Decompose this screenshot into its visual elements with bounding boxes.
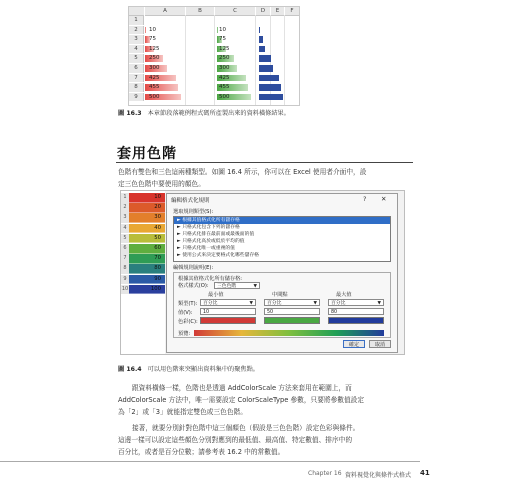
edit-rule-panel <box>173 272 391 338</box>
color-scale-cell: 100 <box>129 285 165 295</box>
row-number: 4 <box>121 224 129 234</box>
color-scale-cell: 10 <box>129 193 165 203</box>
cell-c <box>215 26 251 35</box>
row-number: 7 <box>129 74 144 83</box>
section-title: 套用色階 <box>117 146 177 162</box>
table-row <box>129 74 299 83</box>
data-bar-blue <box>259 94 283 101</box>
format-style-label: 格式樣式(O): <box>178 283 209 289</box>
row-number: 5 <box>121 234 129 244</box>
paragraph-line: AddColorScale 方法中，唯一需要設定 ColorScaleType 參數，只要將參數值設定 <box>118 396 365 404</box>
rule-type-label: 選取規則類型(S): <box>173 209 214 215</box>
color-scale-column <box>121 191 165 354</box>
cell-d <box>257 54 293 63</box>
column-header-e: E <box>271 7 284 16</box>
type-label: 類型(T): <box>178 301 198 307</box>
edit-rule-label: 編輯規則說明(E): <box>173 265 214 271</box>
color-label: 色彩(C): <box>178 319 198 325</box>
cell-value: 425 <box>149 74 160 81</box>
row-number: 3 <box>121 213 129 223</box>
cell-a <box>145 93 185 102</box>
cell-value: 10 <box>149 26 156 33</box>
caption-label: 圖 16.3 <box>118 110 142 117</box>
figure-16-3-spreadsheet <box>128 6 300 106</box>
rule-type-list[interactable] <box>173 216 391 262</box>
cell-a <box>145 26 185 35</box>
row-number: 6 <box>121 244 129 254</box>
figure-16-4-screenshot <box>120 190 405 355</box>
close-icon[interactable]: ✕ <box>381 195 387 203</box>
table-row <box>129 45 299 54</box>
row-number: 7 <box>121 254 129 264</box>
data-bar-blue <box>259 75 279 82</box>
cell-value: 75 <box>149 36 156 43</box>
rule-type-item[interactable]: ► 根據其值格式化所有儲存格 <box>174 217 390 224</box>
ok-button[interactable]: 確定 <box>343 340 365 348</box>
color-scale-cell: 70 <box>129 254 165 264</box>
data-bar-green <box>217 27 218 34</box>
cell-c <box>215 93 251 102</box>
rule-type-item[interactable]: ► 只格式化高於或低於平均的值 <box>177 239 245 244</box>
cell-a <box>145 54 185 63</box>
data-bar-blue <box>259 65 273 72</box>
caption-label: 圖 16.4 <box>118 366 142 373</box>
cell-value: 300 <box>219 65 230 71</box>
page-number: 41 <box>420 469 430 477</box>
rule-type-item[interactable]: ► 只格式化排在最前面或最後面的值 <box>177 232 255 237</box>
format-style-value: 三色色階 <box>217 284 237 289</box>
cell-a <box>145 83 185 92</box>
row-number: 5 <box>129 54 144 63</box>
column-header-d: D <box>256 7 270 16</box>
color-scale-cell: 80 <box>129 264 165 274</box>
row-number: 10 <box>121 285 129 295</box>
table-row <box>129 93 299 102</box>
row-number: 8 <box>121 264 129 274</box>
cell-value: 425 <box>219 74 230 81</box>
chevron-down-icon: ▼ <box>313 301 317 306</box>
min-column-header: 最小值 <box>208 292 224 298</box>
paragraph-line: 這邊一樣可以設定這些顏色分別對應到的最低值、最高值、特定數值、排序中的 <box>118 436 353 444</box>
color-scale-cell: 90 <box>129 275 165 285</box>
footer-title: 資料視覺化與條件式格式 <box>345 472 412 479</box>
column-header-a: A <box>145 7 185 16</box>
cell-a <box>145 35 185 44</box>
cell-value: 500 <box>219 93 230 100</box>
cell-d <box>257 45 293 54</box>
column-header-b: B <box>186 7 214 16</box>
table-row <box>129 64 299 73</box>
cell-d <box>257 74 293 83</box>
min-type-value: 百分比 <box>203 301 218 306</box>
row-number: 9 <box>121 275 129 285</box>
footer-chapter: Chapter 16 <box>308 470 342 477</box>
dialog-title: 編輯格式化規則 <box>171 198 210 204</box>
paragraph-colors <box>118 422 359 458</box>
data-bar-blue <box>259 55 271 62</box>
cell-value: 125 <box>149 45 160 52</box>
cell-a <box>145 74 185 83</box>
value-label: 值(V): <box>178 310 193 316</box>
row-number: 8 <box>129 83 144 92</box>
row-number: 2 <box>129 26 144 35</box>
cell-value: 455 <box>149 84 160 91</box>
cell-c <box>215 35 251 44</box>
footer-rule <box>0 461 420 462</box>
edit-formatting-rule-dialog <box>166 193 398 353</box>
row-number: 3 <box>129 35 144 44</box>
mid-type-value: 百分比 <box>267 301 282 306</box>
color-scale-cell: 40 <box>129 224 165 234</box>
color-scale-cell: 30 <box>129 213 165 223</box>
section-divider <box>116 162 413 163</box>
cell-value: 250 <box>149 55 160 62</box>
format-style-select[interactable] <box>214 282 260 289</box>
data-bar-blue <box>259 84 281 91</box>
cell-c <box>215 45 251 54</box>
table-row <box>129 54 299 63</box>
table-row <box>129 35 299 44</box>
cell-value: 250 <box>219 55 230 62</box>
mid-column-header: 中間點 <box>272 292 288 298</box>
cell-c <box>215 54 251 63</box>
cell-value: 75 <box>219 36 226 43</box>
cell-d <box>257 35 293 44</box>
cell-c <box>215 74 251 83</box>
mid-type-select[interactable] <box>264 299 320 306</box>
cell-c <box>215 83 251 92</box>
paragraph-line: 跟資料橫條一樣，色階也是透過 AddColorScale 方法來套用在範圍上，而 <box>132 384 352 392</box>
chevron-down-icon: ▼ <box>253 284 257 289</box>
edit-rule-subtitle: 根據其值格式化所有儲存格: <box>178 276 242 282</box>
table-row <box>129 16 299 25</box>
preview-label: 預覽: <box>178 331 191 337</box>
max-type-select[interactable] <box>328 299 384 306</box>
data-bar-red <box>145 27 146 34</box>
paragraph-line: 接著，就要分別針對色階中這三個顏色（假設是三色色階）設定色彩與條件。 <box>132 424 360 432</box>
row-number: 9 <box>129 93 144 102</box>
cell-d <box>257 93 293 102</box>
table-row <box>129 83 299 92</box>
color-scale-cell: 60 <box>129 244 165 254</box>
cell-c <box>215 64 251 73</box>
cell-a <box>145 64 185 73</box>
min-type-select[interactable] <box>200 299 256 306</box>
cell-d <box>257 64 293 73</box>
paragraph-intro <box>118 166 366 190</box>
paragraph-line: 定三色色階中要使用的顏色。 <box>118 180 205 188</box>
cell-value: 125 <box>219 45 230 52</box>
paragraph-line: 百分比，或者是百分位數；請參考表 16.2 中的常數值。 <box>118 448 285 456</box>
color-scale-cell: 20 <box>129 203 165 213</box>
max-column-header: 最大值 <box>336 292 352 298</box>
caption-text: 本章節段落範例程式碼所產製出來的資料橫條結果。 <box>147 110 290 117</box>
cell-value: 10 <box>219 26 226 33</box>
cell-d <box>257 83 293 92</box>
rule-type-item[interactable]: ► 使用公式來決定要格式化哪些儲存格 <box>177 253 259 258</box>
max-value-input[interactable]: 80 <box>328 308 384 315</box>
rule-type-item[interactable]: ► 只格式化唯一或重複的值 <box>177 246 235 251</box>
min-color-picker[interactable] <box>200 317 256 324</box>
caption-text: 可以用色階來突顯出資料集中的聚焦點。 <box>147 366 259 373</box>
row-number: 4 <box>129 45 144 54</box>
max-color-picker[interactable] <box>328 317 384 324</box>
chevron-down-icon: ▼ <box>249 301 253 306</box>
paragraph-addcolorscale <box>118 382 364 418</box>
cell-a <box>145 45 185 54</box>
column-header-c: C <box>215 7 255 16</box>
max-type-value: 百分比 <box>331 301 346 306</box>
cell-value: 455 <box>219 84 230 91</box>
cell-value: 500 <box>149 93 160 100</box>
corner-cell <box>129 7 144 16</box>
cancel-button[interactable]: 取消 <box>369 340 391 348</box>
paragraph-line: 為「2」或「3」就能指定雙色或三色色階。 <box>118 408 247 416</box>
rule-type-item[interactable]: ► 只格式化包含下列的儲存格 <box>177 225 240 230</box>
color-scale-preview <box>194 330 384 336</box>
figure-16-3-caption <box>118 108 290 117</box>
table-row <box>129 26 299 35</box>
cell-d <box>257 26 293 35</box>
row-number: 2 <box>121 203 129 213</box>
row-number: 1 <box>129 16 144 25</box>
color-scale-cell: 50 <box>129 234 165 244</box>
help-icon[interactable]: ? <box>363 195 367 203</box>
mid-color-picker[interactable] <box>264 317 320 324</box>
data-bar-blue <box>259 46 265 53</box>
cell-value: 300 <box>149 65 160 71</box>
paragraph-line: 色階有雙色和三色這兩種類型。如圖 16.4 所示，你可以在 Excel 使用者介面中，設 <box>118 168 367 176</box>
data-bar-blue <box>259 36 263 43</box>
min-value-input[interactable]: 10 <box>200 308 256 315</box>
figure-16-4-caption <box>118 364 259 373</box>
mid-value-input[interactable]: 50 <box>264 308 320 315</box>
column-header-f: F <box>285 7 299 16</box>
row-number: 1 <box>121 193 129 203</box>
row-number: 6 <box>129 64 144 73</box>
chevron-down-icon: ▼ <box>377 301 381 306</box>
